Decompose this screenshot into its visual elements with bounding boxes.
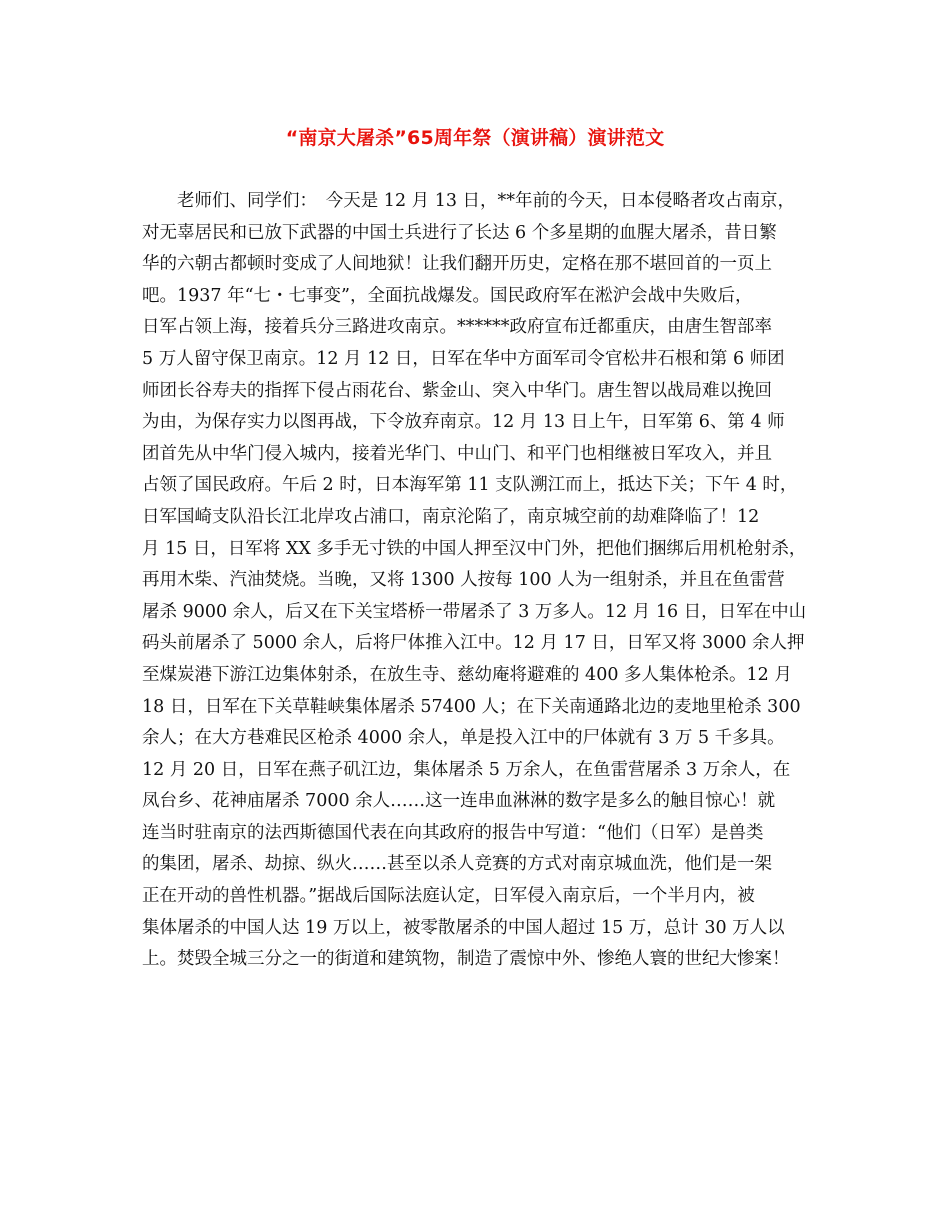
body-line: 余人；在大方巷难民区枪杀 4000 余人，单是投入江中的尸体就有 3 万 5 千多具。 (142, 728, 785, 749)
body-line: 为由，为保存实力以图再战，下令放弃南京。12 月 13 日上午，日军第 6、第 4 师 (142, 412, 785, 433)
body-line: 华的六朝古都顿时变成了人间地狱！让我们翻开历史，定格在那不堪回首的一页上 (142, 254, 772, 275)
body-line: 日军国崎支队沿长江北岸攻占浦口，南京沦陷了，南京城空前的劫难降临了！12 (142, 506, 760, 527)
body-line: 占领了国民政府。午后 2 时，日本海军第 11 支队溯江而上，抵达下关；下午 4 时， (142, 475, 798, 496)
body-line: 18 日，日军在下关草鞋峡集体屠杀 57400 人；在下关南通路北边的麦地里枪杀 300 (142, 696, 801, 717)
body-line: 日军占领上海，接着兵分三路进攻南京。******政府宣布迁都重庆，由唐生智部率 (142, 317, 772, 338)
document-body (142, 186, 832, 976)
body-line: 至煤炭港下游江边集体射杀，在放生寺、慈幼庵将避难的 400 多人集体枪杀。12 月 (142, 664, 792, 685)
document-title: “南京大屠杀”65周年祭（演讲稿）演讲范文 (285, 127, 665, 149)
body-line: 再用木柴、汽油焚烧。当晚，又将 1300 人按每 100 人为一组射杀，并且在鱼雷营 (142, 570, 785, 591)
body-line: 上。焚毁全城三分之一的街道和建筑物，制造了震惊中外、惨绝人寰的世纪大惨案！ (142, 949, 790, 970)
body-line: 凤台乡、花神庙屠杀 7000 余人……这一连串血淋淋的数字是多么的触目惊心！就 (142, 791, 776, 812)
body-line: 12 月 20 日，日军在燕子矶江边，集体屠杀 5 万余人，在鱼雷营屠杀 3 万余人，在 (142, 759, 791, 780)
body-line: 师团长谷寿夫的指挥下侵占雨花台、紫金山、突入中华门。唐生智以战局难以挽回 (142, 380, 772, 401)
body-line: 月 15 日，日军将 XX 多手无寸铁的中国人押至汉中门外，把他们捆绑后用机枪射杀， (142, 538, 807, 559)
body-line: 对无辜居民和已放下武器的中国士兵进行了长达 6 个多星期的血腥大屠杀，昔日繁 (142, 222, 777, 243)
body-line: 屠杀 9000 余人，后又在下关宝塔桥一带屠杀了 3 万多人。12 月 16 日，日军在中山 (142, 601, 807, 622)
body-line: 老师们、同学们： 今天是 12 月 13 日，**年前的今天，日本侵略者攻占南京， (177, 191, 796, 211)
body-line: 5 万人留守保卫南京。12 月 12 日，日军在华中方面军司令官松井石根和第 6 师团 (142, 348, 785, 369)
body-line: 的集团，屠杀、劫掠、纵火……甚至以杀人竞赛的方式对南京城血洗，他们是一架 (142, 854, 772, 875)
body-line: 吧。1937 年“七・七事变”，全面抗战爆发。国民政府军在淞沪会战中失败后， (142, 285, 753, 306)
body-line: 正在开动的兽性机器。”据战后国际法庭认定，日军侵入南京后，一个半月内，被 (142, 886, 755, 907)
body-line: 连当时驻南京的法西斯德国代表在向其政府的报告中写道：“他们（日军）是兽类 (142, 822, 764, 843)
body-line: 码头前屠杀了 5000 余人，后将尸体推入江中。12 月 17 日，日军又将 3000 余人押 (142, 633, 805, 654)
body-line: 团首先从中华门侵入城内，接着光华门、中山门、和平门也相继被日军攻入，并且 (142, 443, 772, 464)
body-line: 集体屠杀的中国人达 19 万以上，被零散屠杀的中国人超过 15 万，总计 30 万人以 (142, 917, 785, 938)
